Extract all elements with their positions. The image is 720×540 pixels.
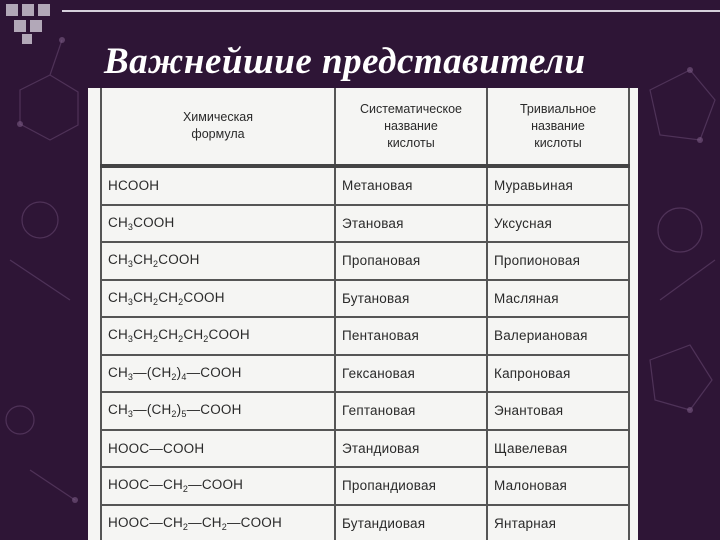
table-row bbox=[101, 317, 629, 355]
formula-cell: $CH_3CH_2COOH$ bbox=[101, 242, 335, 280]
table-header-row bbox=[101, 88, 629, 166]
systematic-name-cell: Метановая bbox=[335, 166, 487, 205]
trivial-name-cell: Пропионовая bbox=[487, 242, 629, 280]
header-trivial-name: Тривиальное название кислоты bbox=[487, 88, 629, 166]
decorative-squares bbox=[6, 4, 56, 44]
trivial-name-cell: Уксусная bbox=[487, 205, 629, 243]
table-row bbox=[101, 467, 629, 505]
formula-cell: $CH_3CH_2CH_2COOH$ bbox=[101, 280, 335, 318]
table-row bbox=[101, 392, 629, 430]
trivial-name-cell: Валериановая bbox=[487, 317, 629, 355]
formula-cell: $CH_3CH_2CH_2CH_2COOH$ bbox=[101, 317, 335, 355]
trivial-name-cell: Энантовая bbox=[487, 392, 629, 430]
formula-cell: $CH_3—(CH_2)_4—COOH$ bbox=[101, 355, 335, 393]
systematic-name-cell: Этандиовая bbox=[335, 430, 487, 468]
formula-cell: $CH_3—(CH_2)_5—COOH$ bbox=[101, 392, 335, 430]
table-row bbox=[101, 430, 629, 468]
trivial-name-cell: Малоновая bbox=[487, 467, 629, 505]
carboxylic-acids-table bbox=[100, 88, 630, 540]
header-divider-line bbox=[62, 10, 720, 12]
table-row bbox=[101, 205, 629, 243]
formula-cell: HOOC—COOH bbox=[101, 430, 335, 468]
systematic-name-cell: Пропановая bbox=[335, 242, 487, 280]
trivial-name-cell: Щавелевая bbox=[487, 430, 629, 468]
table-row bbox=[101, 280, 629, 318]
acids-table-sheet bbox=[88, 88, 638, 540]
trivial-name-cell: Янтарная bbox=[487, 505, 629, 540]
trivial-name-cell: Масляная bbox=[487, 280, 629, 318]
trivial-name-cell: Муравьиная bbox=[487, 166, 629, 205]
systematic-name-cell: Гептановая bbox=[335, 392, 487, 430]
table-row bbox=[101, 166, 629, 205]
formula-cell: HCOOH bbox=[101, 166, 335, 205]
systematic-name-cell: Пропандиовая bbox=[335, 467, 487, 505]
table-row bbox=[101, 505, 629, 540]
systematic-name-cell: Бутановая bbox=[335, 280, 487, 318]
systematic-name-cell: Гексановая bbox=[335, 355, 487, 393]
header-formula: Химическая формула bbox=[101, 88, 335, 166]
systematic-name-cell: Бутандиовая bbox=[335, 505, 487, 540]
systematic-name-cell: Пентановая bbox=[335, 317, 487, 355]
formula-cell: $CH_3COOH$ bbox=[101, 205, 335, 243]
header-systematic-name: Систематическое название кислоты bbox=[335, 88, 487, 166]
trivial-name-cell: Капроновая bbox=[487, 355, 629, 393]
systematic-name-cell: Этановая bbox=[335, 205, 487, 243]
table-row bbox=[101, 242, 629, 280]
formula-cell: $HOOC—CH_2—COOH$ bbox=[101, 467, 335, 505]
table-row bbox=[101, 355, 629, 393]
formula-cell: $HOOC—CH_2—CH_2—COOH$ bbox=[101, 505, 335, 540]
slide-title: Важнейшие представители bbox=[104, 41, 586, 82]
